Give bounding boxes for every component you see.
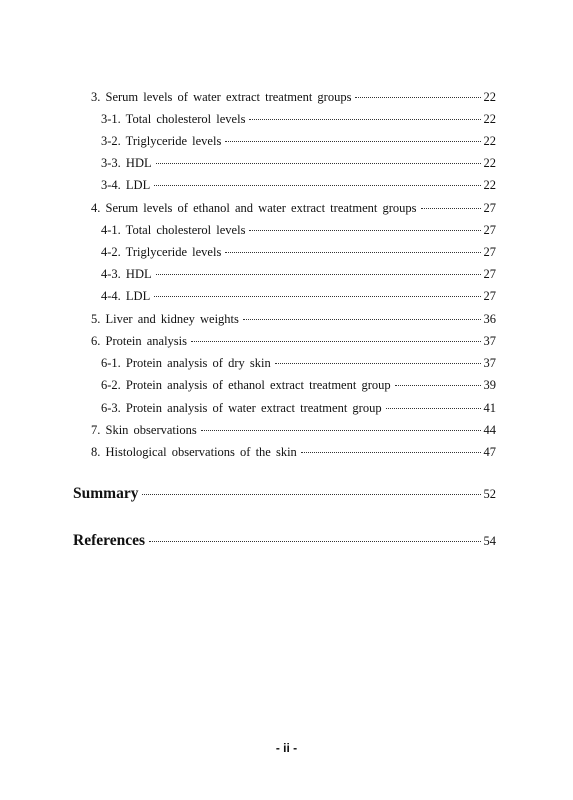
dot-leader xyxy=(249,230,480,231)
dot-leader xyxy=(156,163,481,164)
toc-entry-page: 27 xyxy=(483,201,496,215)
dot-leader xyxy=(201,430,481,431)
dot-leader xyxy=(225,252,480,253)
toc-entry-6-3 xyxy=(101,400,496,416)
toc-entry-page: 37 xyxy=(483,334,496,348)
toc-entry-label: Summary xyxy=(73,485,139,502)
toc-entry-references xyxy=(73,531,496,551)
toc-entry-page: 47 xyxy=(483,445,496,459)
toc-entry-page: 27 xyxy=(483,223,496,237)
toc-entry-3-3 xyxy=(101,155,496,171)
toc-entry-4 xyxy=(91,200,496,216)
toc-entry-label: 6-1. Protein analysis of dry skin xyxy=(101,356,271,370)
toc-entry-page: 44 xyxy=(483,423,496,437)
toc-entry-label: 6. Protein analysis xyxy=(91,334,188,348)
toc-entry-5 xyxy=(91,311,496,327)
toc-entry-page: 39 xyxy=(483,378,496,392)
toc-entry-label: 4-3. HDL xyxy=(101,267,152,281)
toc-entry-page: 37 xyxy=(483,356,496,370)
dot-leader xyxy=(154,296,480,297)
toc-entry-label: 3-3. HDL xyxy=(101,156,152,170)
dot-leader xyxy=(355,97,480,98)
toc-entry-label: References xyxy=(73,532,146,549)
dot-leader xyxy=(275,363,481,364)
toc-entry-label: 3-4. LDL xyxy=(101,178,151,192)
toc-entry-4-1 xyxy=(101,222,496,238)
toc-entry-label: 4-4. LDL xyxy=(101,289,151,303)
toc-entry-label: 7. Skin observations xyxy=(91,423,197,437)
toc-entry-3-1 xyxy=(101,111,496,127)
toc-entry-page: 27 xyxy=(483,267,496,281)
toc-entry-6-2 xyxy=(101,377,496,393)
page-number: - ii - xyxy=(275,741,298,755)
dot-leader xyxy=(149,541,480,542)
toc-entry-3-4 xyxy=(101,177,496,193)
dot-leader xyxy=(395,385,481,386)
toc-entry-4-4 xyxy=(101,288,496,304)
toc-entry-page: 52 xyxy=(483,487,496,501)
toc-entry-page: 27 xyxy=(483,245,496,259)
toc-entry-page: 27 xyxy=(483,289,496,303)
toc-entry-page: 22 xyxy=(483,178,496,192)
toc-entry-page: 22 xyxy=(483,90,496,104)
toc-entry-label: 8. Histological observations of the skin xyxy=(91,445,297,459)
dot-leader xyxy=(142,494,480,495)
toc-entry-label: 6-2. Protein analysis of ethanol extract treatment group xyxy=(101,378,391,392)
dot-leader xyxy=(154,185,480,186)
toc-entry-3 xyxy=(91,89,496,105)
toc-entry-4-2 xyxy=(101,244,496,260)
toc-entry-page: 22 xyxy=(483,112,496,126)
toc-entry-6-1 xyxy=(101,355,496,371)
toc-entry-label: 6-3. Protein analysis of water extract treatment group xyxy=(101,401,382,415)
toc-entry-4-3 xyxy=(101,266,496,282)
toc-entry-3-2 xyxy=(101,133,496,149)
dot-leader xyxy=(301,452,481,453)
toc-entry-label: 3. Serum levels of water extract treatment groups xyxy=(91,90,352,104)
dot-leader xyxy=(225,141,480,142)
dot-leader xyxy=(243,319,481,320)
toc-entry-summary xyxy=(73,484,496,504)
toc-entry-label: 3-1. Total cholesterol levels xyxy=(101,112,246,126)
toc-entry-label: 5. Liver and kidney weights xyxy=(91,312,239,326)
toc-entry-7 xyxy=(91,422,496,438)
toc-entry-8 xyxy=(91,444,496,460)
dot-leader xyxy=(386,408,481,409)
toc-entry-page: 22 xyxy=(483,134,496,148)
toc-entry-page: 22 xyxy=(483,156,496,170)
toc-entry-page: 54 xyxy=(483,534,496,548)
dot-leader xyxy=(421,208,481,209)
toc-entry-page: 41 xyxy=(483,401,496,415)
toc-entry-label: 3-2. Triglyceride levels xyxy=(101,134,222,148)
toc-entry-6 xyxy=(91,333,496,349)
dot-leader xyxy=(249,119,480,120)
toc-entry-label: 4-2. Triglyceride levels xyxy=(101,245,222,259)
dot-leader xyxy=(191,341,480,342)
toc-entry-page: 36 xyxy=(483,312,496,326)
toc-entry-label: 4-1. Total cholesterol levels xyxy=(101,223,246,237)
dot-leader xyxy=(156,274,481,275)
toc-entry-label: 4. Serum levels of ethanol and water extract treatment groups xyxy=(91,201,417,215)
